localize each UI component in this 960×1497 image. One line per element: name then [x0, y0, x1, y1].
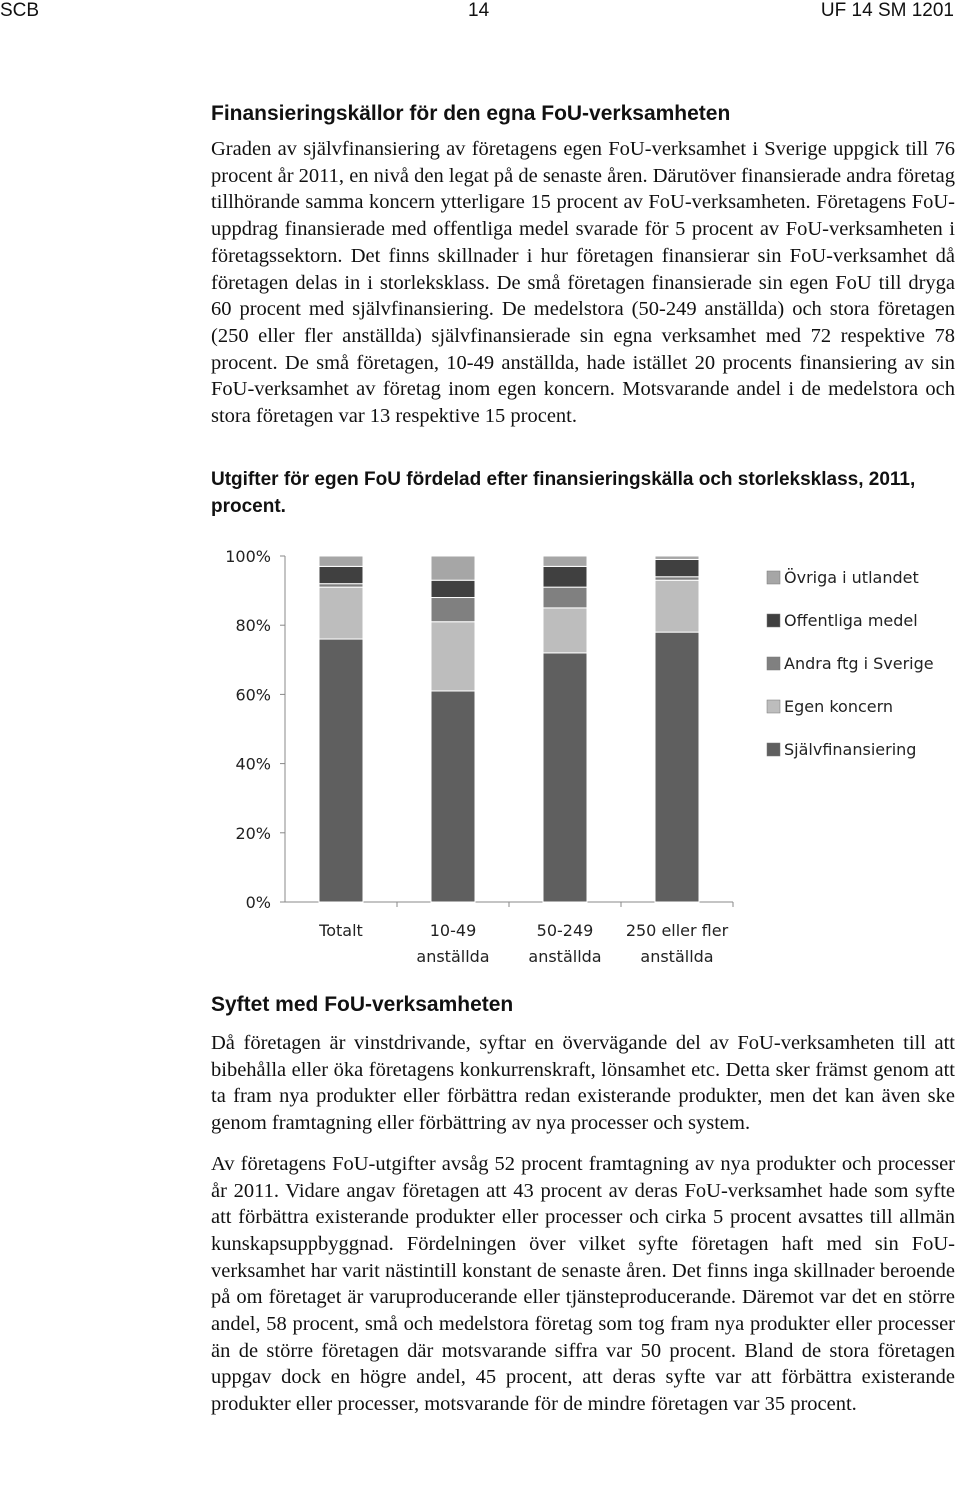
- y-tick-label: 0%: [245, 893, 271, 912]
- legend-swatch: [767, 614, 780, 627]
- body-paragraph: Då företagen är vinstdrivande, syftar en övervägande del av FoU-verksamheten till att bibehålla eller öka företagens konkurrenskraft, lönsamhet etc. Detta sker främst genom att ta fram nya produkter eller förbättra redan existerande produkter, men det kan även ske genom framtagning eller förbättring av nya processer och system.: [211, 1032, 955, 1135]
- bar-segment: [319, 566, 363, 583]
- legend-swatch: [767, 700, 780, 713]
- x-tick-label: 50-249: [536, 921, 594, 940]
- section-heading: Syftet med FoU-verksamheten: [211, 993, 514, 1016]
- legend-label: Egen koncern: [784, 697, 894, 716]
- y-tick-label: 100%: [225, 547, 271, 566]
- legend-swatch: [767, 743, 780, 756]
- bar-segment: [319, 556, 363, 566]
- x-tick-label: 10-49: [429, 921, 477, 940]
- bar-segment: [431, 598, 475, 622]
- bar-segment: [655, 577, 699, 580]
- legend-swatch: [767, 657, 780, 670]
- y-tick-label: 60%: [235, 685, 271, 705]
- bar-segment: [543, 566, 587, 587]
- stacked-bar-chart: [200, 540, 960, 980]
- bar-segment: [431, 622, 475, 691]
- bar-segment: [319, 639, 363, 902]
- bar-segment: [543, 556, 587, 566]
- page-number: 14: [468, 0, 490, 21]
- y-tick-label: 20%: [235, 823, 271, 843]
- bar-segment: [543, 653, 587, 902]
- bar-segment: [431, 580, 475, 597]
- legend-label: Självfinansiering: [784, 740, 917, 759]
- bar-segment: [319, 587, 363, 639]
- legend-swatch: [767, 571, 780, 584]
- chart-caption: Utgifter för egen FoU fördelad efter finansieringskälla och storleksklass, 2011, procent.: [211, 469, 916, 517]
- y-tick-label: 80%: [235, 616, 271, 636]
- x-tick-label: anställda: [416, 947, 490, 966]
- body-paragraph: Graden av självfinansiering av företagens egen FoU-verksamhet i Sverige uppgick till 76 procent år 2011, en nivå den legat på de senaste åren. Därutöver finansierade andra företag tillhörande samma koncern ytterligare 15 procent av FoU-verksamheten. Företagens FoU-uppdrag finansierade med offentliga medel svarade för 5 procent av FoU-verksamheten i företagssektorn. Det finns skillnader i hur företagen finansierar sin FoU-verksamhet då företagen delas in i storleksklass. De små företagen finansierade sin egen FoU till dryga 60 procent med självfinansiering. De medelstora (50-249 anställda) och stora företagen (250 eller fler anställda) självfinansierade sin egna verksamhet med 72 respektive 78 procent. De små företagen, 10-49 anställda, hade istället 20 procents finansiering av sin FoU-verksamhet av företag inom egen koncern. Motsvarande andel i de medelstora och stora företagen var 13 respektive 15 procent.: [211, 138, 955, 428]
- bar-segment: [319, 584, 363, 587]
- bar-segment: [655, 556, 699, 559]
- bar-segment: [543, 587, 587, 608]
- bar-segment: [655, 580, 699, 632]
- body-paragraph: Av företagens FoU-utgifter avsåg 52 procent framtagning av nya produkter och processer år 2011. Vidare angav företagen att 43 procent av deras FoU-verksamhet hade som syfte att förbättra existerande produkter eller processer och cirka 5 procent avsattes till allmän kunskapsuppbyggnad. Fördelningen över vilket syfte företagen haft med sin FoU-verksamhet har varit nästintill konstant de senaste åren. Det finns inga skillnader beroende på om företaget är varuproducerande eller tjänsteproducerande. Däremot var det en större andel, 58 procent, små och medelstora företag som tog fram nya produkter eller processer än de större företagen där motsvarande siffra var 50 procent. Bland de stora företagen uppgav dock en högre andel, 45 procent, att deras syfte var att förbättra existerande produkter eller processer, motsvarande för de mindre företagen var 35 procent.: [211, 1152, 955, 1416]
- section-financing: [211, 102, 955, 430]
- header-left: SCB: [0, 0, 40, 21]
- bar-segment: [543, 608, 587, 653]
- bar-segment: [655, 559, 699, 576]
- legend-label: Övriga i utlandet: [784, 568, 919, 587]
- legend-label: Andra ftg i Sverige: [784, 654, 934, 673]
- x-tick-label: 250 eller fler: [625, 921, 729, 940]
- section-heading: Finansieringskällor för den egna FoU-verksamheten: [211, 102, 731, 125]
- x-tick-label: anställda: [528, 947, 602, 966]
- bar-segment: [431, 691, 475, 902]
- bar-segment: [655, 632, 699, 902]
- x-tick-label: anställda: [640, 947, 714, 966]
- y-tick-label: 40%: [235, 754, 271, 774]
- x-tick-label: Totalt: [319, 921, 363, 940]
- section-purpose: [211, 993, 955, 1418]
- legend-label: Offentliga medel: [784, 611, 918, 630]
- bar-segment: [431, 556, 475, 580]
- header-right: UF 14 SM 1201: [820, 0, 954, 21]
